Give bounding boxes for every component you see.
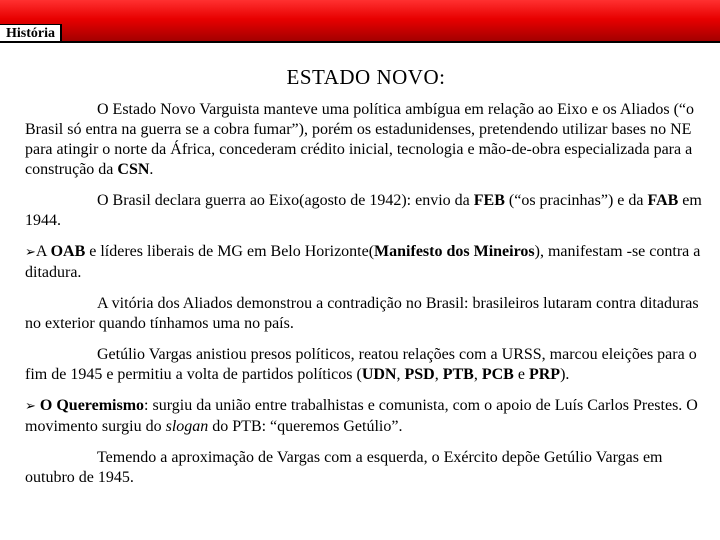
bold-term: PRP	[528, 366, 561, 383]
page-title: ESTADO NOVO:	[286, 65, 446, 89]
paragraph-text: ,	[473, 366, 482, 383]
paragraph-text: A	[35, 243, 51, 260]
paragraph-text: Getúlio Vargas anistiou presos políticos, reatou relações com a URSS, marcou eleições para o fim de 1945 e permitiu a volta de partidos políticos (	[25, 346, 697, 383]
bold-term: O Queremismo	[39, 397, 145, 414]
slide-body	[25, 100, 705, 499]
bold-term: UDN	[361, 366, 397, 383]
paragraph-text: ), manifestam -se contra a ditadura.	[25, 243, 701, 281]
paragraph	[25, 294, 705, 334]
paragraph	[25, 100, 705, 180]
bold-term: PTB	[442, 366, 474, 383]
paragraph-text: Temendo a aproximação de Vargas com a esquerda, o Exército depõe Getúlio Vargas em outubro de 1945.	[25, 449, 663, 486]
paragraph-text: ,	[434, 366, 443, 383]
bullet-arrow-icon: ➢	[25, 399, 36, 414]
paragraph	[25, 345, 705, 385]
bold-term: CSN	[117, 161, 150, 178]
bullet-arrow-icon: ➢	[25, 245, 36, 260]
paragraph-text: do PTB: “queremos Getúlio”.	[208, 418, 403, 435]
header-rule	[0, 41, 720, 43]
paragraph	[25, 242, 705, 283]
paragraph	[25, 448, 705, 488]
bold-term: FAB	[647, 192, 679, 209]
bold-term: OAB	[50, 243, 86, 260]
paragraph-text: (“os pracinhas”) e da	[504, 192, 648, 209]
paragraph-text: e	[513, 366, 529, 383]
paragraph-text: A vitória dos Aliados demonstrou a contradição no Brasil: brasileiros lutaram contra ditaduras no exterior quando tínhamos uma no país.	[25, 295, 699, 332]
paragraph-text: e líderes liberais de MG em Belo Horizonte(	[85, 243, 375, 260]
paragraph-text: ,	[396, 366, 405, 383]
paragraph-text: .	[149, 161, 154, 178]
paragraph-text: ).	[560, 366, 570, 383]
bold-term: PCB	[481, 366, 514, 383]
paragraph-text: : surgiu da união entre trabalhistas e comunista, com o apoio de Luís Carlos Prestes. O movimento surgiu do	[25, 397, 698, 435]
bold-term: Manifesto dos Mineiros	[374, 243, 535, 260]
section-label: História	[0, 24, 62, 42]
italic-term: slogan	[165, 418, 209, 435]
bold-term: PSD	[404, 366, 435, 383]
header-bar	[0, 0, 720, 42]
paragraph	[25, 396, 705, 437]
paragraph	[25, 191, 705, 231]
paragraph-text: em 1944.	[25, 192, 702, 229]
paragraph-text: O Estado Novo Varguista manteve uma política ambígua em relação ao Eixo e os Aliados (“o Brasil só entra na guerra se a cobra fumar”), porém os estadunidenses, pretendendo utilizar bases no NE para atingir o norte da África, concederam crédito inicial, tecnologia e mão-de-obra especializada para a construção da	[25, 101, 695, 178]
paragraph-text: O Brasil declara guerra ao Eixo(agosto de 1942): envio da	[97, 192, 474, 209]
bold-term: FEB	[473, 192, 505, 209]
